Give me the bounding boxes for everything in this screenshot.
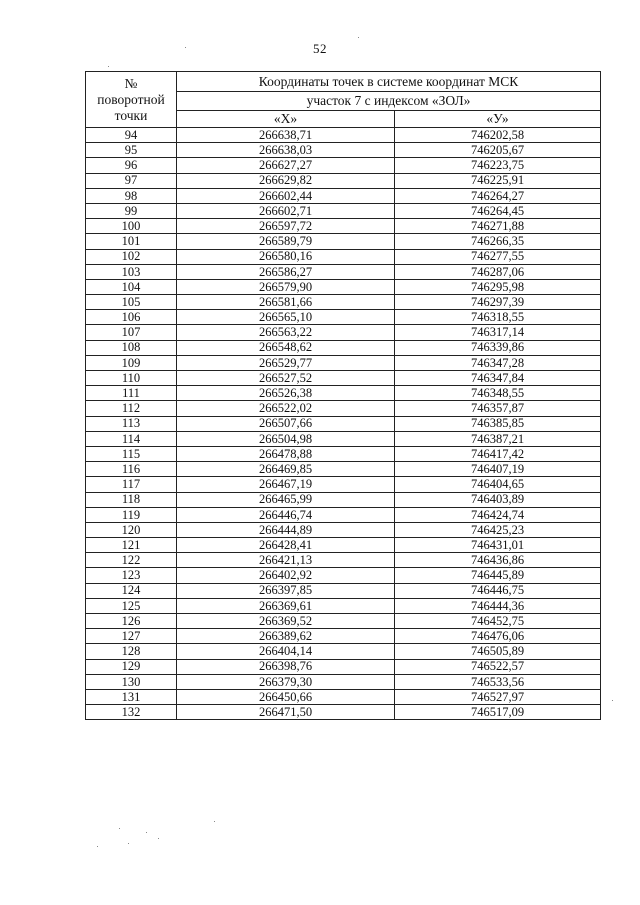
y-coordinate-cell: 746295,98: [395, 279, 601, 294]
x-coordinate-cell: 266602,44: [177, 188, 395, 203]
y-coordinate-cell: 746223,75: [395, 158, 601, 173]
table-row: [86, 340, 601, 355]
y-coordinate-cell: 746527,97: [395, 689, 601, 704]
y-coordinate-cell: 746264,27: [395, 188, 601, 203]
y-coordinate-cell: 746287,06: [395, 264, 601, 279]
point-number-cell: 131: [86, 689, 177, 704]
x-coordinate-cell: 266369,52: [177, 614, 395, 629]
x-coordinate-cell: 266467,19: [177, 477, 395, 492]
page-number: 52: [313, 41, 327, 56]
point-number-cell: 129: [86, 659, 177, 674]
table-row: [86, 431, 601, 446]
table-body: [86, 128, 601, 720]
table-row: [86, 507, 601, 522]
x-coordinate-cell: 266597,72: [177, 219, 395, 234]
point-number-cell: 118: [86, 492, 177, 507]
table-row: [86, 492, 601, 507]
point-number-cell: 111: [86, 386, 177, 401]
y-coordinate-cell: 746339,86: [395, 340, 601, 355]
coordinate-system-header: Координаты точек в системе координат МСК: [177, 72, 601, 92]
table-row: [86, 219, 601, 234]
y-coordinate-cell: 746476,06: [395, 629, 601, 644]
y-coordinate-cell: 746407,19: [395, 462, 601, 477]
x-coordinate-cell: 266522,02: [177, 401, 395, 416]
x-coordinate-cell: 266504,98: [177, 431, 395, 446]
point-number-cell: 106: [86, 310, 177, 325]
scan-speck: [612, 700, 613, 701]
point-number-cell: 123: [86, 568, 177, 583]
table-row: [86, 477, 601, 492]
point-number-cell: 110: [86, 371, 177, 386]
point-number-cell: 108: [86, 340, 177, 355]
point-number-header-text: № поворотной точки: [97, 75, 165, 123]
scan-speck: [214, 821, 215, 822]
table-row: [86, 644, 601, 659]
y-coordinate-cell: 746431,01: [395, 538, 601, 553]
point-number-cell: 95: [86, 143, 177, 158]
plot-subheader: участок 7 с индексом «ЗОЛ»: [177, 92, 601, 110]
x-coordinate-cell: 266465,99: [177, 492, 395, 507]
y-coordinate-cell: 746424,74: [395, 507, 601, 522]
table-row: [86, 598, 601, 613]
y-coordinate-cell: 746347,28: [395, 355, 601, 370]
y-coordinate-cell: 746385,85: [395, 416, 601, 431]
scan-speck: [146, 832, 147, 833]
y-coordinate-cell: 746533,56: [395, 674, 601, 689]
x-coordinate-cell: 266478,88: [177, 446, 395, 461]
table-row: [86, 583, 601, 598]
point-number-cell: 102: [86, 249, 177, 264]
x-coordinate-cell: 266404,14: [177, 644, 395, 659]
point-number-cell: 130: [86, 674, 177, 689]
table-row: [86, 538, 601, 553]
table-row: [86, 295, 601, 310]
table-row: [86, 264, 601, 279]
x-coordinate-cell: 266469,85: [177, 462, 395, 477]
table-row: [86, 279, 601, 294]
table-row: [86, 705, 601, 720]
x-coordinate-cell: 266527,52: [177, 371, 395, 386]
table-row: [86, 674, 601, 689]
y-coordinate-cell: 746225,91: [395, 173, 601, 188]
scan-speck: [185, 47, 186, 48]
point-number-cell: 98: [86, 188, 177, 203]
x-coordinate-cell: 266471,50: [177, 705, 395, 720]
coordinates-table: [85, 71, 601, 720]
point-number-cell: 103: [86, 264, 177, 279]
point-number-cell: 119: [86, 507, 177, 522]
x-coordinate-cell: 266446,74: [177, 507, 395, 522]
x-coordinate-cell: 266507,66: [177, 416, 395, 431]
point-number-cell: 104: [86, 279, 177, 294]
point-number-cell: 96: [86, 158, 177, 173]
y-coordinate-cell: 746348,55: [395, 386, 601, 401]
point-number-cell: 125: [86, 598, 177, 613]
x-coordinate-cell: 266389,62: [177, 629, 395, 644]
point-number-cell: 109: [86, 355, 177, 370]
y-coordinate-cell: 746387,21: [395, 431, 601, 446]
y-coordinate-cell: 746318,55: [395, 310, 601, 325]
table-row: [86, 553, 601, 568]
point-number-cell: 126: [86, 614, 177, 629]
y-coordinate-cell: 746297,39: [395, 295, 601, 310]
point-number-cell: 120: [86, 522, 177, 537]
x-coordinate-cell: 266565,10: [177, 310, 395, 325]
y-coordinate-cell: 746264,45: [395, 203, 601, 218]
x-coordinate-cell: 266581,66: [177, 295, 395, 310]
table-row: [86, 659, 601, 674]
point-number-header: [86, 72, 177, 128]
table-row: [86, 355, 601, 370]
table-row: [86, 249, 601, 264]
table-row: [86, 446, 601, 461]
point-number-cell: 128: [86, 644, 177, 659]
y-coordinate-cell: 746445,89: [395, 568, 601, 583]
scan-speck: [358, 37, 359, 38]
x-coordinate-cell: 266421,13: [177, 553, 395, 568]
x-coordinate-cell: 266428,41: [177, 538, 395, 553]
x-coordinate-cell: 266529,77: [177, 355, 395, 370]
point-number-cell: 105: [86, 295, 177, 310]
scan-speck: [119, 828, 120, 829]
point-number-cell: 100: [86, 219, 177, 234]
y-coordinate-cell: 746522,57: [395, 659, 601, 674]
y-coordinate-cell: 746403,89: [395, 492, 601, 507]
y-coordinate-cell: 746271,88: [395, 219, 601, 234]
table-row: [86, 310, 601, 325]
table-row: [86, 568, 601, 583]
x-coordinate-cell: 266444,89: [177, 522, 395, 537]
y-coordinate-cell: 746202,58: [395, 128, 601, 143]
y-coordinate-cell: 746357,87: [395, 401, 601, 416]
y-column-header: «У»: [395, 110, 601, 127]
x-coordinate-cell: 266638,71: [177, 128, 395, 143]
table-row: [86, 401, 601, 416]
point-number-cell: 107: [86, 325, 177, 340]
table-row: [86, 234, 601, 249]
y-coordinate-cell: 746446,75: [395, 583, 601, 598]
point-number-cell: 121: [86, 538, 177, 553]
point-number-cell: 116: [86, 462, 177, 477]
scan-speck: [158, 838, 159, 839]
point-number-cell: 114: [86, 431, 177, 446]
scan-speck: [97, 846, 98, 847]
x-coordinate-cell: 266379,30: [177, 674, 395, 689]
point-number-cell: 117: [86, 477, 177, 492]
table-row: [86, 173, 601, 188]
x-coordinate-cell: 266526,38: [177, 386, 395, 401]
y-coordinate-cell: 746277,55: [395, 249, 601, 264]
table-row: [86, 629, 601, 644]
table-row: [86, 689, 601, 704]
y-coordinate-cell: 746404,65: [395, 477, 601, 492]
y-coordinate-cell: 746417,42: [395, 446, 601, 461]
x-coordinate-cell: 266580,16: [177, 249, 395, 264]
point-number-cell: 101: [86, 234, 177, 249]
table-row: [86, 386, 601, 401]
x-coordinate-cell: 266602,71: [177, 203, 395, 218]
y-coordinate-cell: 746347,84: [395, 371, 601, 386]
x-coordinate-cell: 266629,82: [177, 173, 395, 188]
x-coordinate-cell: 266397,85: [177, 583, 395, 598]
point-number-cell: 115: [86, 446, 177, 461]
x-coordinate-cell: 266398,76: [177, 659, 395, 674]
x-coordinate-cell: 266586,27: [177, 264, 395, 279]
x-coordinate-cell: 266369,61: [177, 598, 395, 613]
x-column-header: «Х»: [177, 110, 395, 127]
x-coordinate-cell: 266402,92: [177, 568, 395, 583]
y-coordinate-cell: 746425,23: [395, 522, 601, 537]
x-coordinate-cell: 266589,79: [177, 234, 395, 249]
table-row: [86, 128, 601, 143]
point-number-cell: 132: [86, 705, 177, 720]
table-row: [86, 188, 601, 203]
table-row: [86, 158, 601, 173]
table-row: [86, 371, 601, 386]
table-row: [86, 143, 601, 158]
y-coordinate-cell: 746517,09: [395, 705, 601, 720]
table-row: [86, 462, 601, 477]
y-coordinate-cell: 746444,36: [395, 598, 601, 613]
x-coordinate-cell: 266638,03: [177, 143, 395, 158]
point-number-cell: 99: [86, 203, 177, 218]
table-row: [86, 522, 601, 537]
x-coordinate-cell: 266563,22: [177, 325, 395, 340]
table-row: [86, 325, 601, 340]
table-row: [86, 203, 601, 218]
table-row: [86, 416, 601, 431]
y-coordinate-cell: 746317,14: [395, 325, 601, 340]
point-number-cell: 112: [86, 401, 177, 416]
scan-speck: [108, 66, 109, 67]
table-row: [86, 614, 601, 629]
x-coordinate-cell: 266450,66: [177, 689, 395, 704]
y-coordinate-cell: 746436,86: [395, 553, 601, 568]
x-coordinate-cell: 266579,90: [177, 279, 395, 294]
y-coordinate-cell: 746505,89: [395, 644, 601, 659]
point-number-cell: 127: [86, 629, 177, 644]
point-number-cell: 97: [86, 173, 177, 188]
scan-speck: [128, 843, 129, 844]
point-number-cell: 122: [86, 553, 177, 568]
x-coordinate-cell: 266548,62: [177, 340, 395, 355]
point-number-cell: 124: [86, 583, 177, 598]
y-coordinate-cell: 746266,35: [395, 234, 601, 249]
y-coordinate-cell: 746205,67: [395, 143, 601, 158]
y-coordinate-cell: 746452,75: [395, 614, 601, 629]
point-number-cell: 113: [86, 416, 177, 431]
point-number-cell: 94: [86, 128, 177, 143]
x-coordinate-cell: 266627,27: [177, 158, 395, 173]
